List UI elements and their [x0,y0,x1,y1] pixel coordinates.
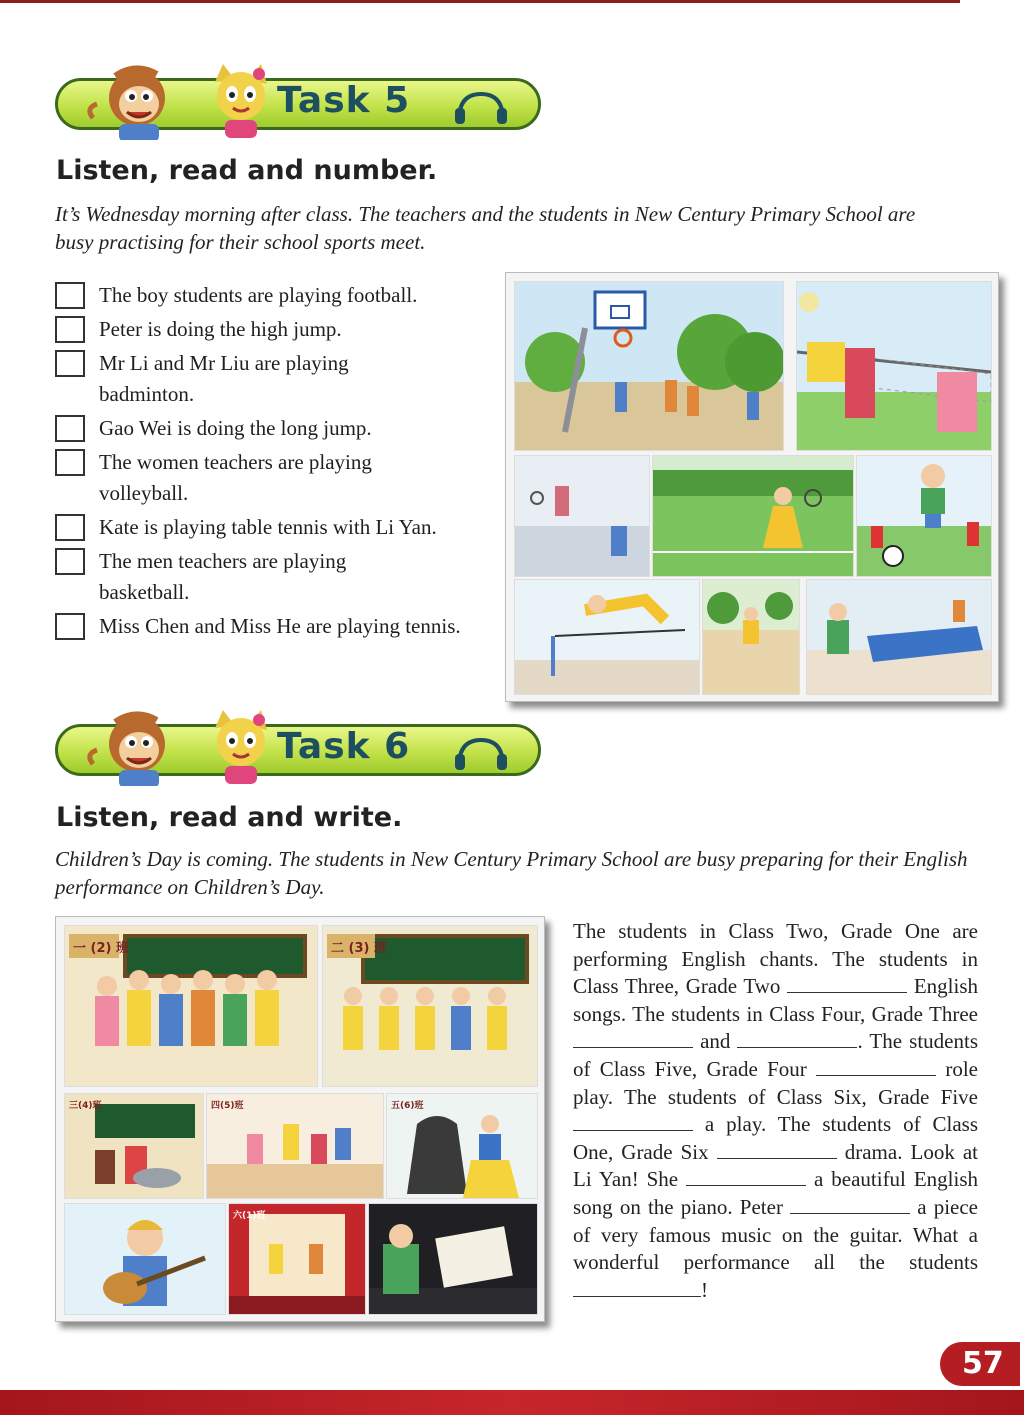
guitar-scene [64,1203,226,1315]
basketball-scene [514,281,784,451]
answer-blank[interactable] [686,1167,806,1186]
statement-text: The men teachers are playing basketball. [99,549,347,604]
class-sign: 二 (3) 班 [331,941,387,956]
statement-text: Mr Li and Mr Liu are playing badminton. [99,351,349,406]
number-box[interactable] [55,316,85,343]
class-sign: 五(6)班 [391,1101,424,1111]
top-rule [0,0,960,3]
answer-blank[interactable] [573,1112,693,1131]
chant-scene [64,925,318,1087]
answer-blank[interactable] [573,1278,701,1297]
drama-scene [228,1203,366,1315]
number-box[interactable] [55,548,85,575]
passage-text: a play. The students of Class One, Grade Six [573,1112,978,1164]
tennis-scene [652,455,854,577]
statement-text: The boy students are playing football. [99,283,418,307]
number-box[interactable] [55,514,85,541]
task5-title: Task 5 [277,80,411,121]
table-tennis-scene [806,579,992,695]
statement-list [55,280,505,642]
answer-blank[interactable] [787,974,907,993]
list-item [55,348,429,410]
task6-intro: Children’s Day is coming. The students in New Century Primary School are busy preparing for their English performance on Children’s Day. [55,847,968,899]
answer-blank[interactable] [737,1029,857,1048]
passage-text: a beautiful English song on the piano. Peter [573,1167,978,1219]
number-box[interactable] [55,449,85,476]
task6-banner [55,716,543,780]
list-item [55,314,505,345]
task6-heading: Listen, read and write. [56,802,403,833]
song-scene [322,925,538,1087]
football-scene [856,455,992,577]
dance-scene [206,1093,384,1199]
number-box[interactable] [55,613,85,640]
list-item [55,512,505,543]
passage-text: English songs. The students in Class Four, Grade Three [573,974,979,1026]
task5-intro: It’s Wednesday morning after class. The teachers and the students in New Century Primary School are busy practising for their school sports meet. [55,202,916,254]
answer-blank[interactable] [573,1029,693,1048]
statement-text: The women teachers are playing volleyball. [99,450,372,505]
passage-text: a piece of very famous music on the guitar. What a wonderful performance all the students [573,1194,978,1275]
statement-text: Kate is playing table tennis with Li Yan. [99,515,437,539]
cat-icon [201,710,281,786]
high-jump-scene [514,579,700,695]
statement-text: Peter is doing the high jump. [99,317,342,341]
answer-blank[interactable] [816,1057,936,1076]
monkey-icon [75,710,205,786]
list-item [55,280,505,311]
cat-icon [201,64,281,140]
bottom-band [0,1390,1024,1415]
passage-text: role play. The students of Class Six, Grade Five [573,1056,978,1109]
badminton-scene [514,455,650,577]
sports-illustration [505,272,999,702]
answer-blank[interactable] [790,1195,910,1214]
volleyball-scene [796,281,992,451]
task5-heading: Listen, read and number. [56,155,438,186]
number-box[interactable] [55,282,85,309]
class-sign: 四(5)班 [211,1101,244,1111]
statement-text: Miss Chen and Miss He are playing tennis. [99,614,461,638]
class-sign: 六(1)班 [233,1211,266,1221]
passage-text: The students in Class Two, Grade One are performing English chants. The students in Class Three, Grade Two [573,919,978,999]
list-item [55,413,505,444]
passage-text: and [700,1029,731,1054]
list-item [55,546,429,608]
headphones-icon [453,736,509,770]
class-sign: 一 (2) 班 [73,941,129,956]
passage-text: ! [701,1277,708,1302]
list-item [55,611,489,642]
passage-text: drama. Look at Li Yan! She [573,1139,979,1192]
answer-blank[interactable] [717,1140,837,1159]
list-item [55,447,459,509]
class-sign: 三(4)班 [69,1101,102,1111]
long-jump-scene [702,579,800,695]
performance-illustration [55,916,545,1322]
number-box[interactable] [55,350,85,377]
headphones-icon [453,90,509,124]
number-box[interactable] [55,415,85,442]
task5-banner [55,70,543,134]
piano-scene [368,1203,538,1315]
statement-text: Gao Wei is doing the long jump. [99,416,372,440]
fill-in-passage [573,918,978,1304]
page-number: 57 [962,1346,1004,1381]
passage-text: . The students of Class Five, Grade Four [573,1029,978,1081]
role-play-scene [64,1093,204,1199]
play-scene [386,1093,538,1199]
task6-title: Task 6 [277,726,411,767]
monkey-icon [75,64,205,140]
